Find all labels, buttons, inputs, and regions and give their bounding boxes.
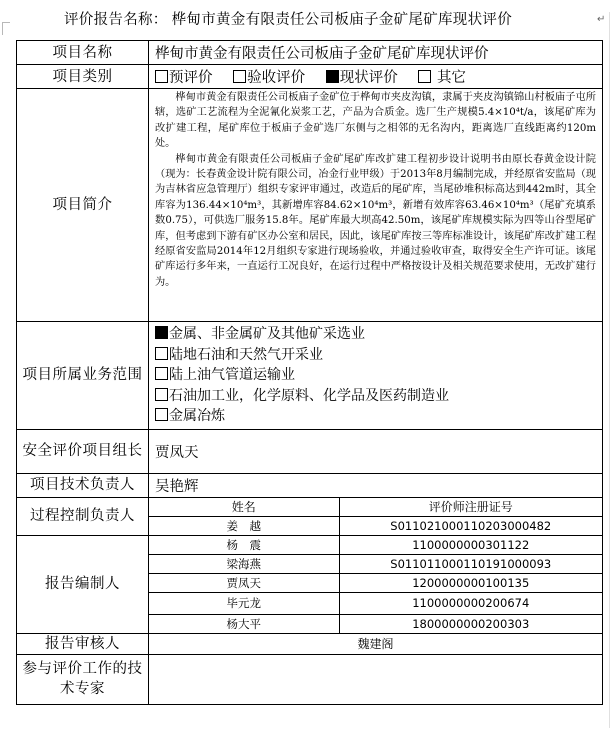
intro-paragraph: 桦甸市黄金有限责任公司板庙子金矿尾矿库改扩建工程初步设计说明书由原长春黄金设计院（现为：长春黄金设计院有限公司，冶金行业甲级）于2013年8月编制完成，并经原省安监局（现为吉林省应急管理厅）组织专家评审通过，改造后的尾矿库，当尾砂堆积标高达到442m时，其全库容为136.44×10⁴m³，其新增库容84.62×10⁴m³，新增有效库容63.46×10⁴m³（尾矿充填系数0.75），可供选厂服务15.8年。尾矿库最大坝高42.50m，该尾矿库规模实际为四等山谷型尾矿库，但考虑到下游有矿区办公室和居民，因此，该尾矿库按三等库标准设计，该尾矿库改扩建工程经原省安监局2014年12月组织专家进行现场验收，并通过验收审查，取得安全生产许可证。该尾矿库运行多年来，一直运行工况良好，在运行过程中严格按设计及相关规范要求使用，无改扩建行为。 xyxy=(155,153,596,288)
project-intro-label: 项目简介 xyxy=(17,89,149,322)
person-name: 杨大平 xyxy=(149,614,339,633)
person-name: 杨 震 xyxy=(149,536,339,555)
compilers-cell xyxy=(149,535,603,633)
experts-value[interactable] xyxy=(149,654,603,704)
checkbox-pipeline[interactable] xyxy=(155,367,168,380)
report-title xyxy=(64,8,512,29)
checkbox-other[interactable] xyxy=(418,70,431,83)
scope-option-mining[interactable] xyxy=(155,324,596,345)
category-option-current-label: 现状评价 xyxy=(339,70,398,86)
reviewer-value: 魏建阁 xyxy=(149,633,603,654)
scope-option-label: 金属、非金属矿及其他矿采选业 xyxy=(169,326,365,342)
report-title-value: 桦甸市黄金有限责任公司板庙子金矿尾矿库现状评价 xyxy=(171,12,513,28)
scope-option-label: 金属冶炼 xyxy=(169,408,225,424)
person-name: 姜 越 xyxy=(149,516,339,535)
table-header-row xyxy=(149,498,602,517)
process-control-label: 过程控制负责人 xyxy=(17,497,149,535)
person-name: 贾凤天 xyxy=(149,573,339,592)
scope-option-petrochemical[interactable] xyxy=(155,386,596,407)
row-compilers xyxy=(17,535,603,633)
project-category-label: 项目类别 xyxy=(17,65,149,89)
person-cert: 1100000000301122 xyxy=(339,536,602,555)
person-cert: 1100000000200674 xyxy=(339,592,602,614)
checkbox-smelting[interactable] xyxy=(155,408,168,421)
experts-label: 参与评价工作的技术专家 xyxy=(17,654,149,704)
checkbox-mining-checked[interactable] xyxy=(155,326,168,339)
row-process-control xyxy=(17,497,603,535)
report-info-table xyxy=(16,40,603,705)
business-scope-options xyxy=(149,322,603,430)
checkbox-pre[interactable] xyxy=(155,70,168,83)
team-leader-label: 安全评价项目组长 xyxy=(17,429,149,473)
person-cert: S011021000110203000482 xyxy=(390,518,552,533)
reviewer-label: 报告审核人 xyxy=(17,633,149,654)
row-tech-lead xyxy=(17,473,603,497)
scope-option-pipeline[interactable] xyxy=(155,365,596,386)
row-experts xyxy=(17,654,603,704)
person-cert: 1200000000100135 xyxy=(339,573,602,592)
tech-lead-value: 吴艳辉 xyxy=(149,473,603,497)
scope-option-smelting[interactable] xyxy=(155,406,596,427)
project-category-options xyxy=(149,65,603,89)
table-row xyxy=(149,516,602,535)
col-header-name: 姓名 xyxy=(149,498,339,517)
category-option-other-label: 其它 xyxy=(436,70,466,86)
report-title-label: 评价报告名称： xyxy=(64,12,168,28)
row-business-scope xyxy=(17,322,603,430)
process-control-table xyxy=(149,498,602,535)
category-option-pre-label: 预评价 xyxy=(169,70,213,86)
compilers-label: 报告编制人 xyxy=(17,535,149,633)
project-intro-text xyxy=(149,89,603,322)
project-name-value: 桦甸市黄金有限责任公司板庙子金矿尾矿库现状评价 xyxy=(149,41,603,65)
checkbox-petrochemical[interactable] xyxy=(155,388,168,401)
category-option-other[interactable] xyxy=(418,70,466,86)
compilers-table xyxy=(149,536,602,633)
row-team-leader xyxy=(17,429,603,473)
category-option-current[interactable] xyxy=(326,70,398,86)
scope-option-label: 石油加工业，化学原料、化学品及医药制造业 xyxy=(169,387,449,404)
row-reviewer xyxy=(17,633,603,654)
page-edge-line xyxy=(609,12,610,728)
scope-option-label: 陆地石油和天然气开采业 xyxy=(169,346,323,363)
person-name: 毕元龙 xyxy=(149,592,339,614)
table-row xyxy=(149,592,602,614)
person-name: 梁海燕 xyxy=(149,554,339,573)
category-option-pre[interactable] xyxy=(155,70,213,86)
row-project-name xyxy=(17,41,603,65)
scope-option-oil-gas[interactable] xyxy=(155,345,596,366)
checkbox-current-checked[interactable] xyxy=(326,70,339,83)
table-row xyxy=(149,536,602,555)
person-cert: S011011000110191000093 xyxy=(339,554,602,573)
category-option-acceptance-label: 验收评价 xyxy=(247,70,306,86)
business-scope-label: 项目所属业务范围 xyxy=(17,322,149,430)
process-control-cell xyxy=(149,497,603,535)
text-boundary-mark xyxy=(2,22,10,35)
table-row xyxy=(149,554,602,573)
scope-option-label: 陆上油气管道运输业 xyxy=(169,367,295,383)
row-project-intro xyxy=(17,89,603,322)
checkbox-acceptance[interactable] xyxy=(233,70,246,83)
paragraph-mark-icon: ↵ xyxy=(597,14,606,25)
tech-lead-label: 项目技术负责人 xyxy=(17,473,149,497)
category-option-acceptance[interactable] xyxy=(233,70,305,86)
table-row xyxy=(149,573,602,592)
person-cert: 1800000000200303 xyxy=(412,616,530,631)
row-project-category xyxy=(17,65,603,89)
team-leader-value: 贾凤天 xyxy=(149,429,603,473)
col-header-cert: 评价师注册证号 xyxy=(339,498,602,517)
intro-paragraph: 桦甸市黄金有限责任公司板庙子金矿位于桦甸市夹皮沟镇，隶属于夹皮沟镇锦山村板庙子屯所辖，选矿工艺流程为全泥氰化炭浆工艺，产品为合质金。选厂生产规模5.4×10⁴t/a，该尾矿库为改扩建工程，尾矿库位于板庙子金矿选厂东侧与之相邻的无名沟内，距离选厂直线距离约120m处。 xyxy=(155,92,596,150)
checkbox-oil-gas[interactable] xyxy=(155,347,168,360)
table-row xyxy=(149,614,602,633)
project-name-label: 项目名称 xyxy=(17,41,149,65)
